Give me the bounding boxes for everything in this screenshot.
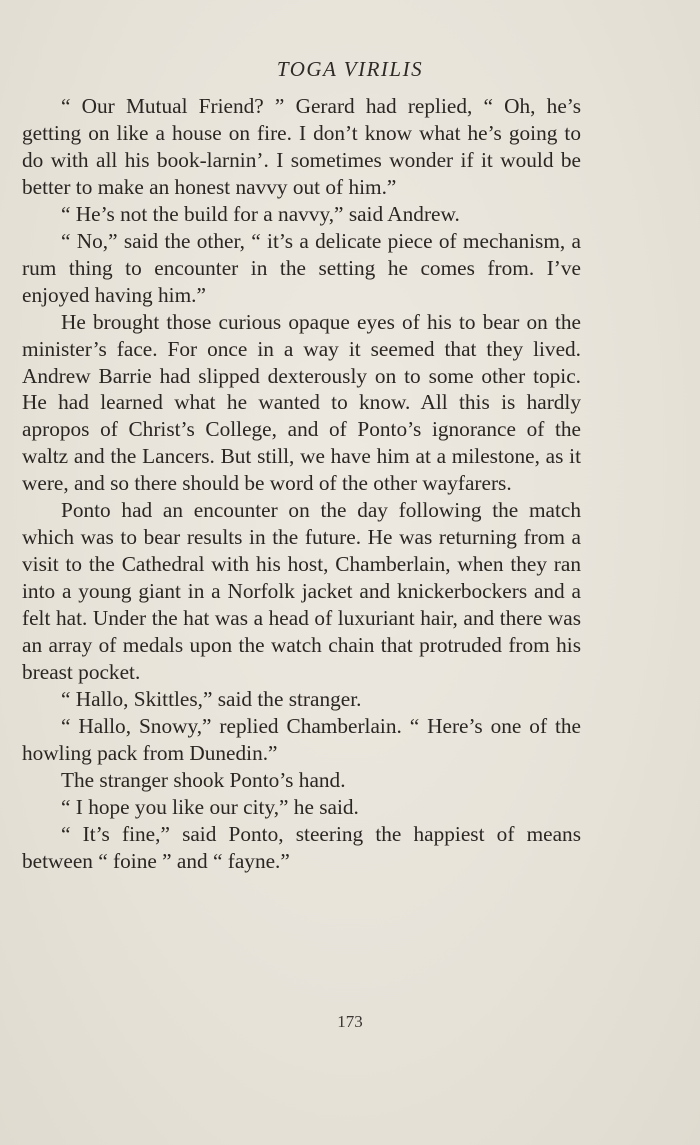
paragraph: “ No,” said the other, “ it’s a delicate piece of mechanism, a rum thing to encounter in the setting he comes from. I’ve enjoyed having him.”	[22, 228, 581, 307]
paragraph: Ponto had an encounter on the day following the match which was to bear results in the future. He was returning from a visit to the Cathedral with his host, Chamberlain, when they ran into a young giant in a Norfolk jacket and knickerbockers and a felt hat. Under the hat was a head of luxuriant hair, and there was an array of medals upon the watch chain that protruded from his breast pocket.	[22, 498, 581, 685]
paragraph: “ It’s fine,” said Ponto, steering the happiest of means between “ foine ” and “ fayne.”	[22, 821, 581, 873]
paragraph: The stranger shook Ponto’s hand.	[61, 767, 346, 792]
paragraph: “ Our Mutual Friend? ” Gerard had replied, “ Oh, he’s getting on like a house on fire. I don’t know what he’s going to do with all his book-larnin’. I sometimes wonder if it would be better to make an honest navvy out of him.”	[22, 94, 581, 199]
paragraph: “ I hope you like our city,” he said.	[61, 794, 359, 819]
paragraph: “ He’s not the build for a navvy,” said Andrew.	[61, 201, 460, 226]
paragraph: “ Hallo, Skittles,” said the stranger.	[61, 686, 362, 711]
paragraph: “ Hallo, Snowy,” replied Chamberlain. “ Here’s one of the howling pack from Dunedin.”	[22, 713, 581, 765]
page-number: 173	[337, 1012, 363, 1031]
running-head: TOGA VIRILIS	[276, 57, 424, 81]
paragraph: He brought those curious opaque eyes of his to bear on the minister’s face. For once in a way it seemed that they lived. Andrew Barrie had slipped dexterously on to some other topic. He had learned what he wanted to know. All this is hardly apropos of Christ’s College, and of Ponto’s ignorance of the waltz and the Lancers. But still, we have him at a milestone, as it were, and so there should be word of the other wayfarers.	[22, 309, 581, 496]
body-text	[22, 93, 581, 875]
